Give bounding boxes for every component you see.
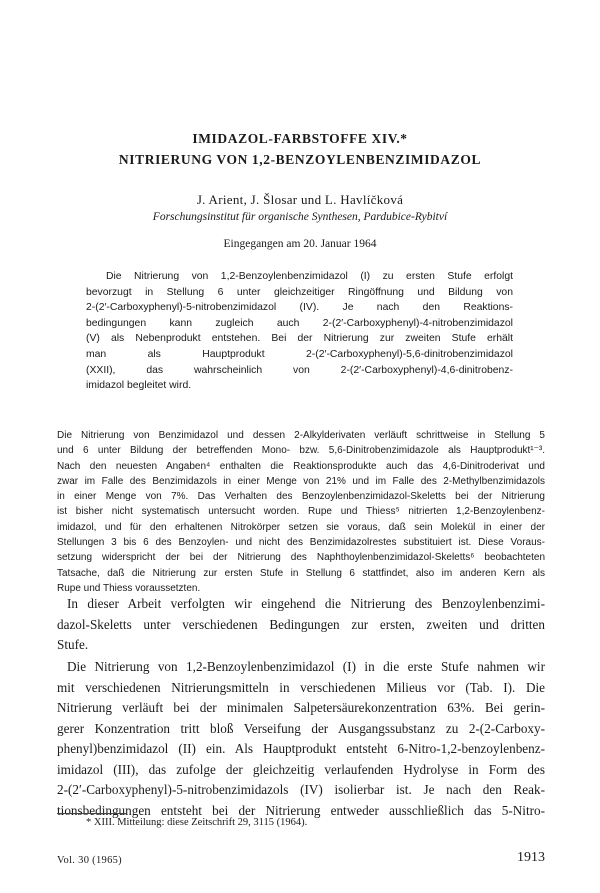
abstract-line: 2-(2′-Carboxyphenyl)-5-nitrobenzimidazol (IV). Je nach den Reaktions- <box>86 302 513 314</box>
abstract-line: (XXII), das wahrscheinlich von 2-(2′-Carboxyphenyl)-4,6-dinitrobenz- <box>86 364 513 376</box>
body-line: dazol-Skeletts unter verschiedenen Bedingungen zur ersten, zweiten und dritten <box>57 616 545 632</box>
abstract-line: bedingungen kann zugleich auch 2-(2′-Carboxyphenyl)-4-nitrobenzimidazol <box>86 317 513 329</box>
body-line: Die Nitrierung von 1,2-Benzoylenbenzimidazol (I) in die erste Stufe nahmen wir <box>67 659 545 674</box>
body-line: gerer Konzentration tritt bloß Verseifung der Ausgangssubstanz zu 2-(2-Carboxy- <box>57 720 545 736</box>
intro-line: ist bisher nicht systematisch untersucht worden. Rupe und Thiess⁵ nitrierten 1,2-Benzoylenbenz- <box>57 506 545 518</box>
body-line: Stufe. <box>57 637 89 652</box>
volume-info: Vol. 30 (1965) <box>57 855 122 866</box>
received-date: Eingegangen am 20. Januar 1964 <box>223 238 377 250</box>
intro-line: Tatsache, daß die Nitrierung zur ersten Stufe in Stellung 6 stattfindet, also im anderen Kern als <box>57 567 545 579</box>
intro-line: in einer Menge von 7%. Das Verhalten des Benzoylenbenzimidazol-Skeletts bei der Nitrierung <box>57 491 545 503</box>
abstract-line: man als Hauptprodukt 2-(2′-Carboxyphenyl)-5,6-dinitrobenzimidazol <box>86 348 513 360</box>
introduction-paragraph <box>57 428 545 596</box>
body-paragraph-2 <box>57 657 545 821</box>
authors: J. Arient, J. Šlosar und L. Havlíčková <box>196 192 404 207</box>
intro-line: und 6 unter Bildung der betreffenden Mono- bzw. 5,6-Dinitrobenzimidazole als Hauptprodukt¹⁻³. <box>57 445 545 457</box>
body-line: tionsbedingungen entsteht bei der Nitrierung entweder ausschließlich das 5-Nitro- <box>57 802 545 818</box>
footnote-divider <box>57 813 127 814</box>
body-line: imidazol (III), das zufolge der gleichzeitig verlaufenden Hydrolyse in Form des <box>57 761 545 777</box>
abstract-line: (V) als Nebenprodukt entstehen. Bei der Nitrierung zur zweiten Stufe erhält <box>86 333 513 345</box>
intro-line: Nach den neuesten Angaben⁴ enthalten die Reaktionsprodukte auch das 4,6-Dinitroderivat und <box>57 460 545 472</box>
intro-line: zwar im Falle des Benzimidazols in einer Menge von 21% und im Falle des 2-Methylbenzimidazols <box>57 475 545 487</box>
intro-line: Die Nitrierung von Benzimidazol und dessen 2-Alkylderivaten verläuft schrittweise in Stellung 5 <box>57 430 545 441</box>
intro-line: setzung widerspricht der bei der Nitrierung des Naphthoylenbenzimidazol-Skeletts⁶ beobachteten <box>57 552 545 564</box>
abstract-line: bevorzugt in Stellung 6 unter gleichzeitiger Ringöffnung und Bildung von <box>86 286 513 298</box>
body-paragraph-1 <box>57 594 545 656</box>
body-line: 2-(2′-Carboxyphenyl)-5-nitrobenzimidazols (IV) isolierbar ist. Je nach den Reak- <box>57 782 545 797</box>
abstract <box>86 269 513 394</box>
abstract-line: imidazol begleitet wird. <box>86 380 192 392</box>
affiliation: Forschungsinstitut für organische Synthesen, Pardubice-Rybitví <box>152 211 448 223</box>
body-line: In dieser Arbeit verfolgten wir eingehend die Nitrierung des Benzoylenbenzimi- <box>67 596 545 611</box>
article-title-line1: IMIDAZOL-FARBSTOFFE XIV.* <box>192 131 408 146</box>
intro-line: Rupe und Thiess voraussetzten. <box>57 582 201 594</box>
body-line: mit verschiedenen Nitrierungsmitteln in verschiedenen Milieus vor (Tab. I). Die <box>57 679 545 695</box>
abstract-line: Die Nitrierung von 1,2-Benzoylenbenzimidazol (I) zu ersten Stufe erfolgt <box>106 271 513 282</box>
article-title-line2: NITRIERUNG VON 1,2-BENZOYLENBENZIMIDAZOL <box>118 152 482 167</box>
body-line: phenyl)benzimidazol (II) ein. Als Hauptprodukt entsteht 6-Nitro-1,2-benzoylenbenz- <box>57 741 545 756</box>
footnote: * XIII. Mitteilung: diese Zeitschrift 29, 3115 (1964). <box>86 817 308 828</box>
intro-line: imidazol, und für den erhaltenen Nitrokörper setzen sie voraus, daß sein Molekül in einer der <box>57 521 545 533</box>
body-line: Nitrierung verläuft bei der minimalen Salpetersäurekonzentration 63%. Bei gerin- <box>57 700 545 715</box>
page-number: 1913 <box>517 850 545 865</box>
intro-line: Stellungen 3 bis 6 des Benzoylen- und nicht des Benzimidazolrestes substituiert ist. Diese Voraus- <box>57 537 545 549</box>
